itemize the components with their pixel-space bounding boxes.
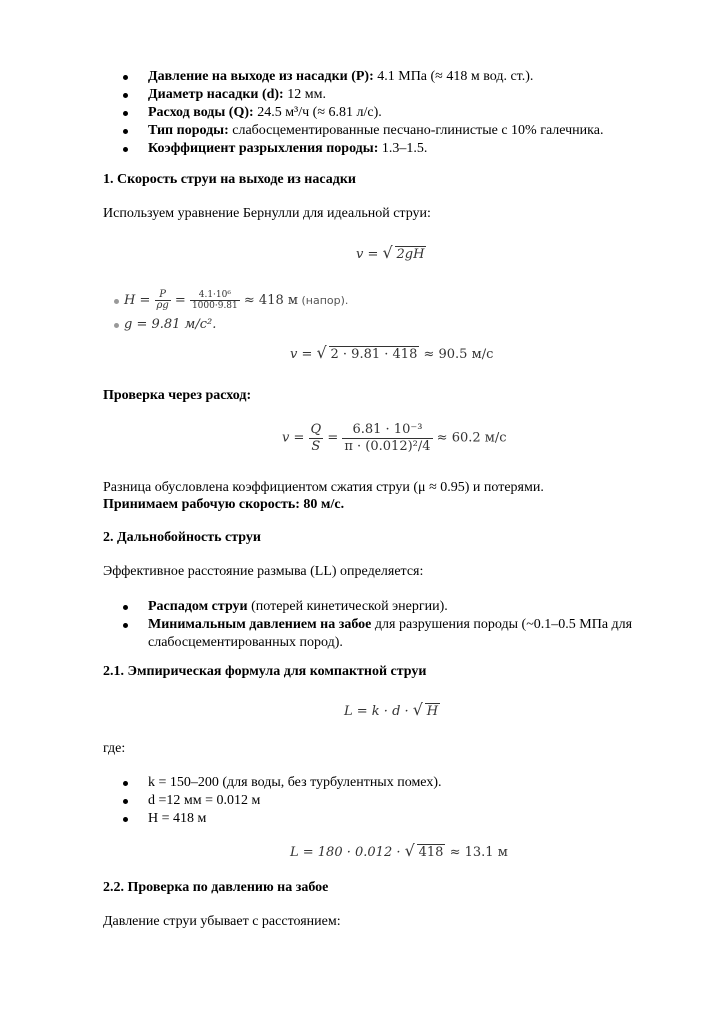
- list-item: d =12 мм = 0.012 м: [0, 792, 442, 810]
- bullet-icon: [123, 75, 128, 80]
- bullet-icon: [123, 129, 128, 134]
- section-2-2-heading: 2.2. Проверка по давлению на забое: [103, 880, 329, 895]
- accepted-velocity: Принимаем рабочую скорость: 80 м/с.: [103, 497, 345, 512]
- list-item: Расход воды (Q): 24.5 м³/ч (≈ 6.81 л/с).: [0, 104, 603, 122]
- bullet-icon: [123, 623, 128, 628]
- section-2-1-heading: 2.1. Эмпирическая формула для компактной струи: [103, 664, 427, 679]
- bullet-icon: [114, 323, 119, 328]
- list-item: Тип породы: слабосцементированные песчано-глинистые с 10% галечника.: [0, 122, 603, 140]
- list-item: Давление на выходе из насадки (P): 4.1 МПа (≈ 418 м вод. ст.).: [0, 68, 603, 86]
- range-factors-list: [0, 598, 632, 652]
- bullet-icon: [123, 605, 128, 610]
- list-item: Диаметр насадки (d): 12 мм.: [0, 86, 603, 104]
- sqrt-icon: √: [404, 841, 415, 860]
- list-item: H = $\frac{P}{\rho g}$ = $\frac{\text{4.1·10⁶}}{1000\cdot 9.81}$ ≈ 418 м (напор).: [0, 288, 348, 314]
- list-item: k = 150–200 (для воды, без турбулентных помех).: [0, 774, 442, 792]
- equation-range-result: L = 180 · 0.012 · √ 418 ≈ 13.1 м: [290, 841, 508, 860]
- check-heading: Проверка через расход:: [103, 388, 252, 403]
- sqrt-icon: √: [412, 700, 423, 719]
- difference-note: Разница обусловлена коэффициентом сжатия струи (μ ≈ 0.95) и потерями.: [103, 480, 544, 495]
- where-label: где:: [103, 741, 126, 756]
- equation-bernoulli: v = √ 2gH: [356, 243, 425, 262]
- bullet-icon: [123, 799, 128, 804]
- equation-range: L = k · d · √ H: [344, 700, 439, 719]
- list-item-continuation: слабосцементированных пород).: [148, 635, 343, 650]
- list-item: Распадом струи (потерей кинетической энергии).: [0, 598, 632, 616]
- bullet-icon: [123, 111, 128, 116]
- sqrt-icon: √: [382, 243, 393, 262]
- parameter-list: [0, 68, 603, 158]
- bullet-icon: [114, 299, 119, 304]
- section-2-2-intro: Давление струи убывает с расстоянием:: [103, 914, 341, 929]
- formula-bullets: [0, 288, 348, 336]
- equation-flow-check: v = $\frac{Q}{S}$ = $\frac{\text{6.81 · 10⁻³}}{\text{π · (0.012)²/4}}$ ≈ 60.2 м/с: [282, 422, 507, 454]
- bullet-icon: [123, 781, 128, 786]
- coefficient-list: [0, 774, 442, 828]
- sqrt-icon: √: [316, 343, 327, 362]
- bullet-icon: [123, 147, 128, 152]
- bullet-icon: [123, 93, 128, 98]
- list-item: H = 418 м: [0, 810, 442, 828]
- section-1-intro: Используем уравнение Бернулли для идеальной струи:: [103, 206, 431, 221]
- list-item: g = 9.81 м/с².: [0, 314, 348, 336]
- section-2-intro: Эффективное расстояние размыва (LL) определяется:: [103, 564, 424, 579]
- section-2-heading: 2. Дальнобойность струи: [103, 530, 261, 545]
- list-item: Минимальным давлением на забое для разрушения породы (~0.1–0.5 МПа для: [0, 616, 632, 634]
- list-item: Коэффициент разрыхления породы: 1.3–1.5.: [0, 140, 603, 158]
- bullet-icon: [123, 817, 128, 822]
- equation-velocity: v = √ 2 · 9.81 · 418 ≈ 90.5 м/с: [290, 343, 494, 362]
- section-1-heading: 1. Скорость струи на выходе из насадки: [103, 172, 356, 187]
